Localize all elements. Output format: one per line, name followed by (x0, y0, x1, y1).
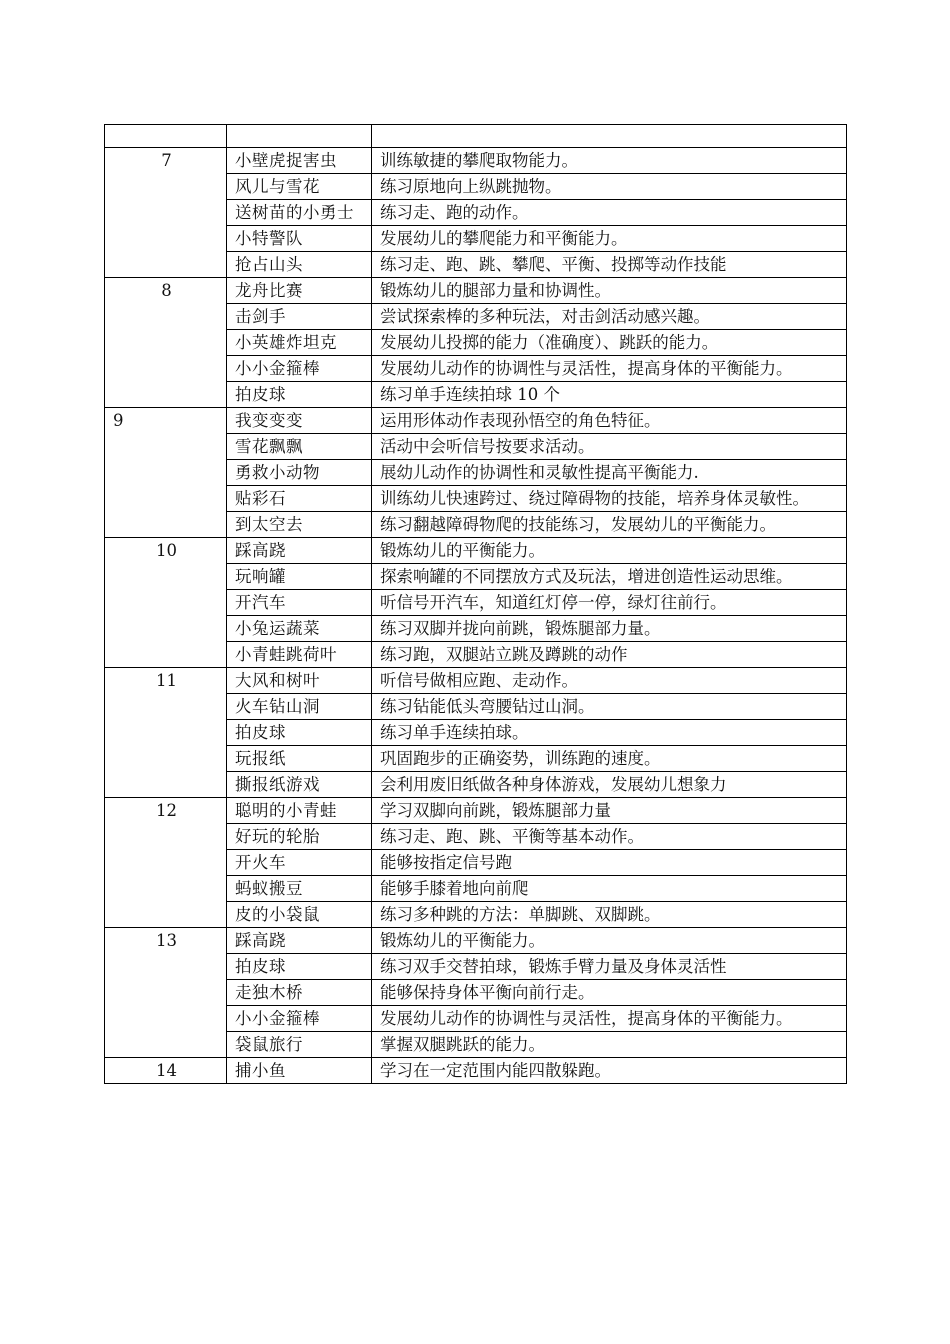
activity-goal-cell: 锻炼幼儿的平衡能力。 (372, 928, 847, 954)
activity-name-cell: 送树苗的小勇士 (227, 200, 372, 226)
activity-goal-cell: 能够保持身体平衡向前行走。 (372, 980, 847, 1006)
activity-name-cell: 开汽车 (227, 590, 372, 616)
table-row (105, 278, 847, 304)
activity-name-cell: 皮的小袋鼠 (227, 902, 372, 928)
activity-goal-cell: 探索响罐的不同摆放方式及玩法，增进创造性运动思维。 (372, 564, 847, 590)
activity-name-cell: 蚂蚁搬豆 (227, 876, 372, 902)
activity-goal-cell: 练习走、跑、跳、攀爬、平衡、投掷等动作技能 (372, 252, 847, 278)
activity-name-cell: 龙舟比赛 (227, 278, 372, 304)
activity-name-cell: 捕小鱼 (227, 1058, 372, 1084)
activity-goal-cell: 尝试探索棒的多种玩法，对击剑活动感兴趣。 (372, 304, 847, 330)
activity-name-cell: 好玩的轮胎 (227, 824, 372, 850)
header-cell-name (227, 125, 372, 148)
header-cell-week (105, 125, 227, 148)
activity-name-cell: 小特警队 (227, 226, 372, 252)
table-row (105, 798, 847, 824)
activity-name-cell: 我变变变 (227, 408, 372, 434)
activity-name-cell: 撕报纸游戏 (227, 772, 372, 798)
activity-goal-cell: 发展幼儿投掷的能力（准确度）、跳跃的能力。 (372, 330, 847, 356)
activity-goal-cell: 发展幼儿动作的协调性与灵活性，提高身体的平衡能力。 (372, 1006, 847, 1032)
activity-goal-cell: 练习双脚并拢向前跳，锻炼腿部力量。 (372, 616, 847, 642)
activity-table (104, 124, 847, 1084)
activity-name-cell: 走独木桥 (227, 980, 372, 1006)
activity-name-cell: 踩高跷 (227, 928, 372, 954)
activity-name-cell: 拍皮球 (227, 720, 372, 746)
activity-name-cell: 小小金箍棒 (227, 1006, 372, 1032)
week-number-cell: 11 (105, 668, 227, 798)
table-row (105, 668, 847, 694)
activity-name-cell: 拍皮球 (227, 954, 372, 980)
activity-name-cell: 踩高跷 (227, 538, 372, 564)
activity-name-cell: 拍皮球 (227, 382, 372, 408)
activity-goal-cell: 展幼儿动作的协调性和灵敏性提高平衡能力. (372, 460, 847, 486)
activity-name-cell: 小小金箍棒 (227, 356, 372, 382)
activity-goal-cell: 训练幼儿快速跨过、绕过障碍物的技能，培养身体灵敏性。 (372, 486, 847, 512)
activity-goal-cell: 运用形体动作表现孙悟空的角色特征。 (372, 408, 847, 434)
activity-goal-cell: 锻炼幼儿的平衡能力。 (372, 538, 847, 564)
activity-goal-cell: 发展幼儿的攀爬能力和平衡能力。 (372, 226, 847, 252)
activity-name-cell: 小壁虎捉害虫 (227, 148, 372, 174)
week-number-cell: 12 (105, 798, 227, 928)
activity-goal-cell: 听信号开汽车，知道红灯停一停，绿灯往前行。 (372, 590, 847, 616)
activity-name-cell: 勇救小动物 (227, 460, 372, 486)
activity-goal-cell: 练习单手连续拍球。 (372, 720, 847, 746)
table-body (105, 125, 847, 1084)
table-header-row (105, 125, 847, 148)
activity-goal-cell: 学习在一定范围内能四散躲跑。 (372, 1058, 847, 1084)
activity-name-cell: 小青蛙跳荷叶 (227, 642, 372, 668)
activity-goal-cell: 能够手膝着地向前爬 (372, 876, 847, 902)
activity-goal-cell: 训练敏捷的攀爬取物能力。 (372, 148, 847, 174)
activity-goal-cell: 练习钻能低头弯腰钻过山洞。 (372, 694, 847, 720)
activity-goal-cell: 能够按指定信号跑 (372, 850, 847, 876)
activity-goal-cell: 练习跑，双腿站立跳及蹲跳的动作 (372, 642, 847, 668)
activity-name-cell: 贴彩石 (227, 486, 372, 512)
activity-name-cell: 玩报纸 (227, 746, 372, 772)
activity-name-cell: 袋鼠旅行 (227, 1032, 372, 1058)
header-cell-goal (372, 125, 847, 148)
activity-name-cell: 开火车 (227, 850, 372, 876)
week-number-cell: 13 (105, 928, 227, 1058)
activity-goal-cell: 练习双手交替拍球，锻炼手臂力量及身体灵活性 (372, 954, 847, 980)
week-number-cell: 8 (105, 278, 227, 408)
activity-name-cell: 到太空去 (227, 512, 372, 538)
activity-goal-cell: 发展幼儿动作的协调性与灵活性，提高身体的平衡能力。 (372, 356, 847, 382)
activity-goal-cell: 练习走、跑的动作。 (372, 200, 847, 226)
activity-goal-cell: 学习双脚向前跳，锻炼腿部力量 (372, 798, 847, 824)
table-row (105, 1058, 847, 1084)
week-number-cell: 9 (105, 408, 227, 538)
table-row (105, 538, 847, 564)
activity-name-cell: 聪明的小青蛙 (227, 798, 372, 824)
table-row (105, 408, 847, 434)
activity-name-cell: 大风和树叶 (227, 668, 372, 694)
activity-goal-cell: 练习单手连续拍球 10 个 (372, 382, 847, 408)
activity-goal-cell: 练习走、跑、跳、平衡等基本动作。 (372, 824, 847, 850)
activity-goal-cell: 练习翻越障碍物爬的技能练习，发展幼儿的平衡能力。 (372, 512, 847, 538)
activity-goal-cell: 练习原地向上纵跳抛物。 (372, 174, 847, 200)
activity-goal-cell: 练习多种跳的方法：单脚跳、双脚跳。 (372, 902, 847, 928)
activity-name-cell: 火车钻山洞 (227, 694, 372, 720)
week-number-cell: 10 (105, 538, 227, 668)
activity-name-cell: 小兔运蔬菜 (227, 616, 372, 642)
activity-goal-cell: 会利用废旧纸做各种身体游戏，发展幼儿想象力 (372, 772, 847, 798)
activity-name-cell: 小英雄炸坦克 (227, 330, 372, 356)
activity-name-cell: 玩响罐 (227, 564, 372, 590)
week-number-cell: 7 (105, 148, 227, 278)
activity-name-cell: 击剑手 (227, 304, 372, 330)
table-row (105, 148, 847, 174)
week-number-cell: 14 (105, 1058, 227, 1084)
activity-name-cell: 雪花飘飘 (227, 434, 372, 460)
activity-goal-cell: 听信号做相应跑、走动作。 (372, 668, 847, 694)
activity-name-cell: 抢占山头 (227, 252, 372, 278)
activity-goal-cell: 掌握双腿跳跃的能力。 (372, 1032, 847, 1058)
activity-goal-cell: 锻炼幼儿的腿部力量和协调性。 (372, 278, 847, 304)
table-row (105, 928, 847, 954)
activity-name-cell: 风儿与雪花 (227, 174, 372, 200)
activity-goal-cell: 活动中会听信号按要求活动。 (372, 434, 847, 460)
activity-goal-cell: 巩固跑步的正确姿势，训练跑的速度。 (372, 746, 847, 772)
